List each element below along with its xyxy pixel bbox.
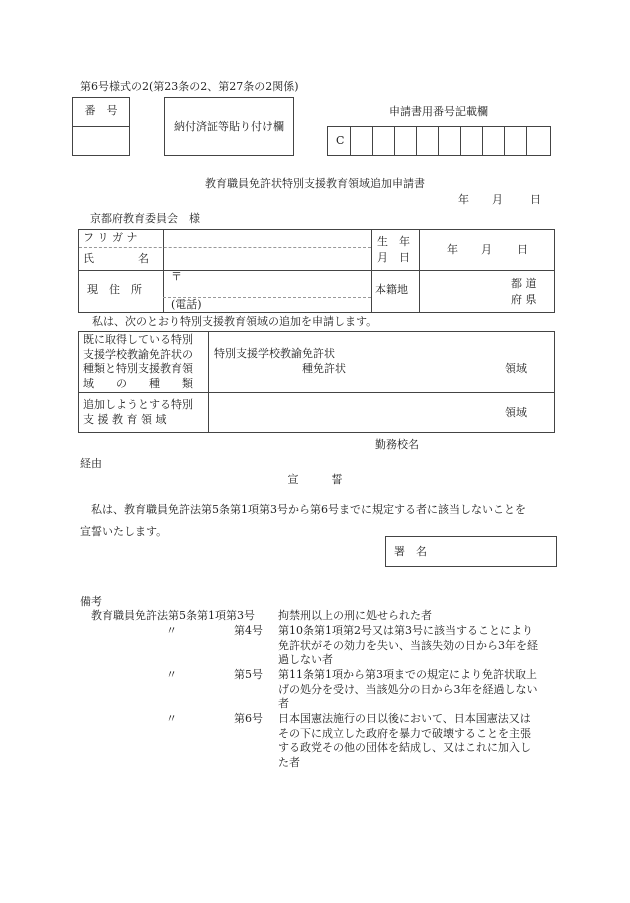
domicile-label: 本籍地 xyxy=(375,283,408,296)
birth-label: 生 年 xyxy=(377,235,410,248)
prefecture-label: 府 県 xyxy=(511,293,537,306)
number-box-label: 番 号 xyxy=(84,104,118,117)
via-label: 経由 xyxy=(80,457,102,470)
note-text: 拘禁刑以上の刑に処せられた者 xyxy=(278,609,432,622)
existing-license-grade: 種免許状 xyxy=(302,362,346,375)
school-name-label: 勤務校名 xyxy=(375,438,419,451)
additional-area-suffix: 領域 xyxy=(505,406,527,419)
page-title: 教育職員免許状特別支援教育領域追加申請書 xyxy=(205,177,425,190)
note-ref: 第5号 xyxy=(234,668,263,681)
notes-heading: 備考 xyxy=(80,595,102,608)
note-text: 日本国憲法施行の日以後において、日本国憲法又は その下に成立した政府を暴力で破壊することを主張 する政党その他の団体を結成し、又はこれに加入し た者 xyxy=(278,712,531,769)
statement: 私は、次のとおり特別支援教育領域の追加を申請します。 xyxy=(92,315,378,328)
note-ref: 第6号 xyxy=(234,712,263,725)
signature-box[interactable] xyxy=(385,536,557,567)
birth-day: 日 xyxy=(517,243,528,256)
note-ref: 教育職員免許法第5条第1項第3号 xyxy=(91,609,255,622)
date-day: 日 xyxy=(530,193,541,206)
ditto-mark: 〃 xyxy=(166,624,177,637)
birth-label: 月 日 xyxy=(377,251,410,264)
oath-text: 私は、教育職員免許法第5条第1項第3号から第6号までに規定する者に該当しないことを 宣誓いたします。 xyxy=(80,503,526,538)
form-number: 第6号様式の2(第23条の2、第27条の2関係) xyxy=(80,80,299,93)
number-box xyxy=(72,97,130,156)
ditto-mark: 〃 xyxy=(166,712,177,725)
existing-license-label: 既に取得している特別 支援学校教諭免許状の 種類と特別支援教育領 域 の 種 類 xyxy=(83,333,193,390)
application-number-cells xyxy=(327,126,551,156)
addressee: 京都府教育委員会 様 xyxy=(90,212,200,225)
birth-month: 月 xyxy=(481,243,492,256)
date-month: 月 xyxy=(492,193,503,206)
additional-area-label: 追加しようとする特別 支 援 教 育 領 域 xyxy=(83,398,193,426)
payment-receipt-box xyxy=(164,97,294,156)
note-text: 第11条第1項から第3項までの規定により免許状取上 げの処分を受け、当該処分の日から3年を経過しない 者 xyxy=(278,668,538,710)
note-ref: 第4号 xyxy=(234,624,263,637)
furigana-field[interactable] xyxy=(167,231,367,245)
additional-area-field[interactable] xyxy=(213,396,493,428)
note-text: 第10条第1項第2号又は第3号に該当することにより 免許状がその効力を失い、当該失効の日から3年を経 過しない者 xyxy=(278,624,538,666)
applicant-table xyxy=(78,229,555,313)
phone-label: (電話) xyxy=(171,298,202,311)
existing-area-suffix: 領域 xyxy=(505,362,527,375)
postal-mark: 〒 xyxy=(171,270,182,283)
payment-box-label: 納付済証等貼り付け欄 xyxy=(174,120,284,133)
prefecture-label: 都 道 xyxy=(511,277,537,290)
application-number-label: 申請書用番号記載欄 xyxy=(389,105,488,118)
address-label: 現 住 所 xyxy=(87,283,142,296)
application-number-prefix: C xyxy=(336,134,345,147)
name-label: 氏 名 xyxy=(83,252,149,265)
birth-year: 年 xyxy=(447,243,458,256)
existing-license-type: 特別支援学校教諭免許状 xyxy=(214,347,335,360)
ditto-mark: 〃 xyxy=(166,668,177,681)
name-field[interactable] xyxy=(167,250,367,268)
oath-title: 宣 誓 xyxy=(287,473,343,486)
license-table xyxy=(78,331,555,433)
date-year: 年 xyxy=(458,193,469,206)
signature-label: 署 名 xyxy=(394,545,427,558)
furigana-label: フ リ ガ ナ xyxy=(83,231,138,244)
